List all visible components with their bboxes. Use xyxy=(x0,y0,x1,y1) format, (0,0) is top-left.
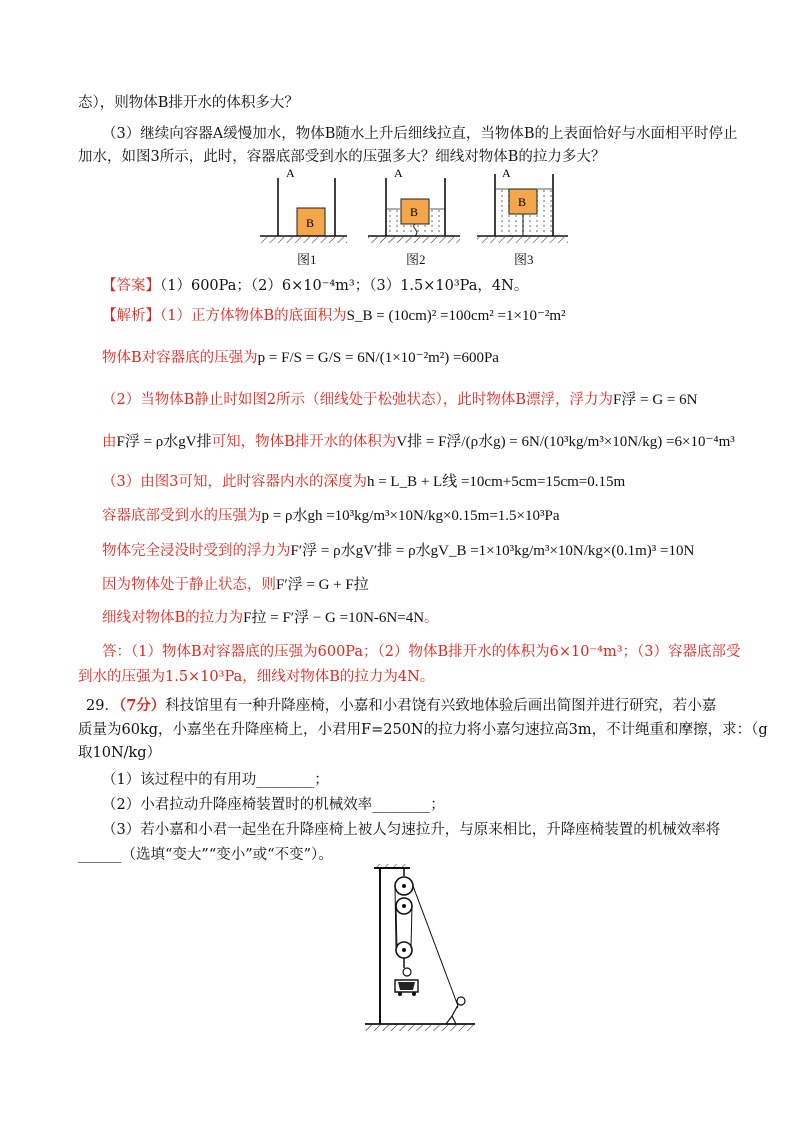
answer-tag: 【答案】 xyxy=(102,278,160,294)
q29-stem-line-2: 质量为60kg，小嘉坐在升降座椅上，小君用F=250N的拉力将小嘉匀速拉高3m，不计绳重和摩擦，求：（g xyxy=(78,722,768,738)
analysis-1-formula: S_B = (10cm)² =100cm² =1×10⁻²m² xyxy=(346,308,566,324)
analysis-line-5 xyxy=(102,472,625,492)
analysis-5-text: （3）由图3可知，此时容器内水的深度为 xyxy=(102,474,367,490)
analysis-line-9 xyxy=(102,608,439,628)
analysis-7-text: 物体完全浸没时受到的浮力为 xyxy=(102,543,291,559)
figure-3 xyxy=(477,166,568,243)
figure-2 xyxy=(368,166,460,243)
analysis-3-formula: F浮 = G = 6N xyxy=(613,392,698,408)
analysis-line-1 xyxy=(102,306,566,326)
final-answer-line-2: 到水的压强为1.5×10³Pa，细线对物体B的拉力为4N。 xyxy=(78,669,435,685)
analysis-line-4 xyxy=(102,432,735,452)
figure-3-caption: 图3 xyxy=(514,252,534,267)
q29-sub-2: （2）小君拉动升降座椅装置时的机械效率________； xyxy=(102,797,445,813)
analysis-line-3 xyxy=(102,390,697,410)
figure-1 xyxy=(260,166,347,243)
answer-line xyxy=(102,276,528,296)
analysis-3-text: （2）当物体B静止时如图2所示（细线处于松弛状态），此时物体B漂浮，浮力为 xyxy=(102,392,614,408)
analysis-4-formula-a: F浮 = ρ水gV排 xyxy=(116,434,212,450)
analysis-9-text: 细线对物体B的拉力为 xyxy=(102,610,244,626)
analysis-line-8 xyxy=(102,575,369,595)
analysis-9-end: 。 xyxy=(424,610,439,626)
figure-1-container-label: A xyxy=(286,166,295,180)
q29-sub-1: （1）该过程中的有用功________； xyxy=(102,772,329,788)
figure-3-block-label: B xyxy=(518,195,527,209)
q28-part3-line1: （3）继续向容器A缓慢加水，物体B随水上升后细线拉直，当物体B的上表面恰好与水面相平时停止 xyxy=(102,126,738,142)
q29-sub-3b: ______（选填“变大”“变小”或“不变”）。 xyxy=(78,847,333,863)
figure-2-caption: 图2 xyxy=(406,252,426,267)
q29-stem-1: 科技馆里有一种升降座椅，小嘉和小君饶有兴致地体验后画出简图并进行研究，若小嘉 xyxy=(165,698,717,714)
lift-chair-pulley-diagram xyxy=(360,858,480,1038)
analysis-8-text: 因为物体处于静止状态，则 xyxy=(102,577,276,593)
q29-stem-line-1 xyxy=(86,696,716,716)
q29-stem-line-3: 取10N/kg） xyxy=(78,745,162,761)
analysis-2-text: 物体B对容器底的压强为 xyxy=(102,350,258,366)
final-answer-line-1: 答：（1）物体B对容器底的压强为600Pa；（2）物体B排开水的体积为6×10⁻⁴m³；（3）容器底部受 xyxy=(102,644,741,660)
figure-2-block-label: B xyxy=(410,205,419,219)
analysis-7-formula: F′浮 = ρ水gV′排 = ρ水gV_B =1×10³kg/m³×10N/kg×(0.1m)³ =10N xyxy=(290,543,695,559)
q29-number: 29． xyxy=(86,698,119,714)
analysis-2-formula: p = F/S = G/S = 6N/(1×10⁻²m²) =600Pa xyxy=(257,350,499,366)
analysis-6-formula: p = ρ水gh =10³kg/m³×10N/kg×0.15m=1.5×10³Pa xyxy=(261,508,560,524)
figure-1-caption: 图1 xyxy=(297,252,317,267)
analysis-6-text: 容器底部受到水的压强为 xyxy=(102,508,262,524)
analysis-line-2 xyxy=(102,348,499,368)
q29-score: （7分） xyxy=(118,697,166,714)
analysis-4-text-a: 由 xyxy=(102,434,117,450)
figure-1-block-label: B xyxy=(306,216,315,230)
analysis-8-formula: F′浮 = G + F拉 xyxy=(276,577,369,593)
analysis-4-formula-b: V排 = F浮/(ρ水g) = 6N/(10³kg/m³×10N/kg) =6×10⁻⁴m³ xyxy=(396,434,735,450)
analysis-5-formula: h = L_B + L线 =10cm+5cm=15cm=0.15m xyxy=(366,474,626,490)
figure-2-container-label: A xyxy=(394,166,403,180)
figure-3-container-label: A xyxy=(502,166,511,180)
analysis-9-formula: F拉 = F′浮 − G =10N-6N=4N xyxy=(243,610,425,626)
analysis-line-6 xyxy=(102,506,560,526)
analysis-tag: 【解析】 xyxy=(102,308,160,324)
q28-continuation: 态），则物体B排开水的体积多大？ xyxy=(78,95,299,111)
q28-part3-line2: 加水，如图3所示，此时，容器底部受到水的压强多大？细线对物体B的拉力多大？ xyxy=(78,149,606,165)
analysis-1-text: （1）正方体物体B的底面积为 xyxy=(160,308,347,324)
q29-sub-3a: （3）若小嘉和小君一起坐在升降座椅上被人匀速拉升，与原来相比，升降座椅装置的机械效率将 xyxy=(102,822,721,838)
analysis-line-7 xyxy=(102,541,694,561)
answer-text: （1）600Pa；（2）6×10⁻⁴m³；（3）1.5×10³Pa，4N。 xyxy=(160,278,529,294)
analysis-4-text-b: 可知，物体B排开水的体积为 xyxy=(211,434,397,450)
